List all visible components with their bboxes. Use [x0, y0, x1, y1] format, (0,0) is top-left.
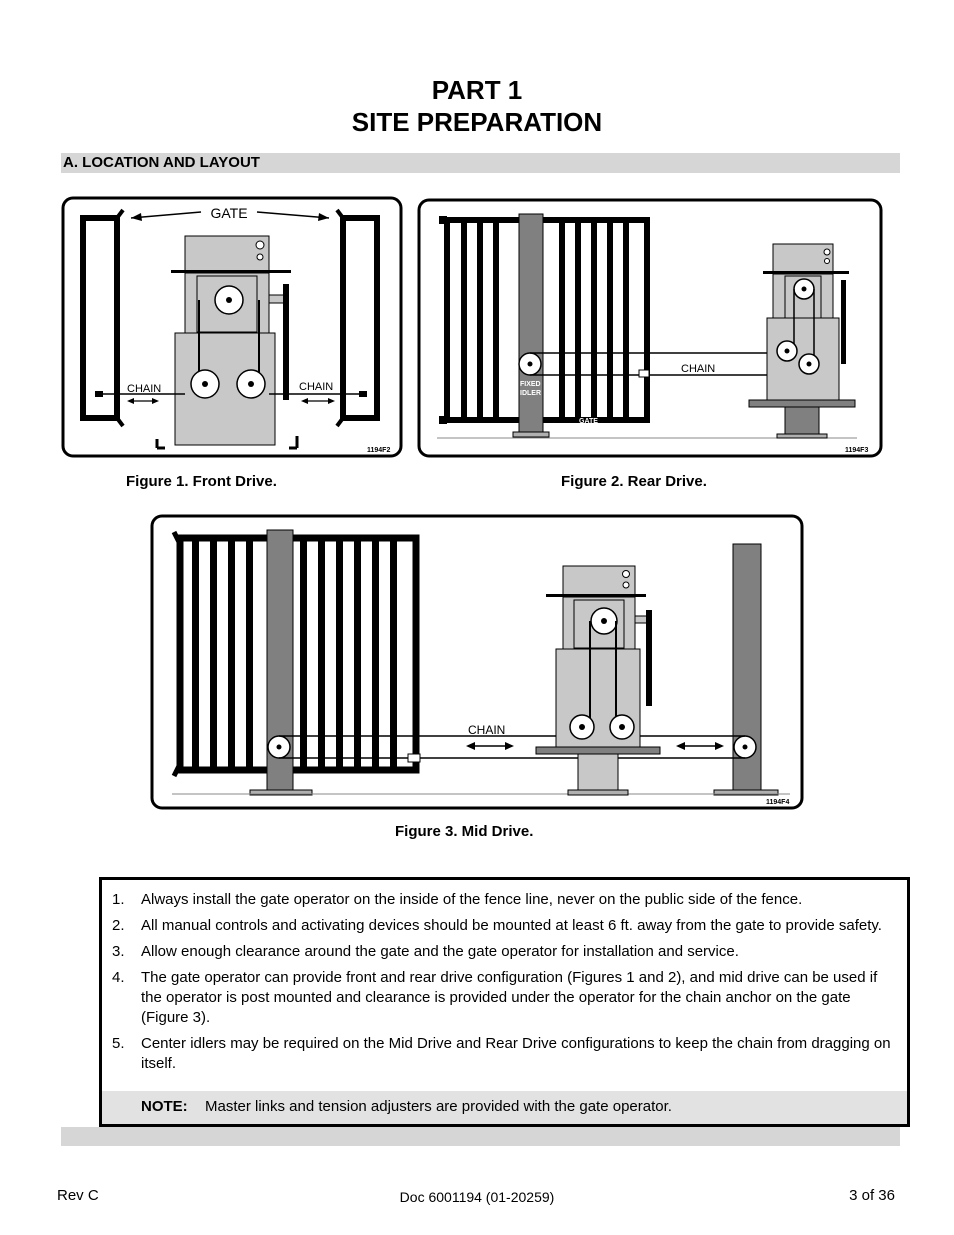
figure-code: 1194F4: [766, 799, 790, 806]
fixed-idler-label: FIXED: [520, 381, 541, 388]
figure-front-drive: [61, 196, 403, 458]
installation-notes-box: [99, 877, 910, 1127]
figure-3-caption: Figure 3. Mid Drive.: [395, 823, 534, 840]
page-title-line2: SITE PREPARATION: [351, 107, 603, 137]
notes-list: [112, 890, 902, 1080]
page-title-line1: PART 1: [431, 75, 523, 105]
chain-label-right: CHAIN: [299, 381, 334, 393]
note-text: Master links and tension adjusters are provided with the gate operator.: [205, 1098, 672, 1115]
footer-doc-number: Doc 6001194 (01-20259): [399, 1189, 555, 1205]
bottom-divider-bar: [61, 1127, 900, 1146]
note-item: 4. The gate operator can provide front and rear drive configuration (Figures 1 and 2), and mid drive can be used if the operator is post mounted and clearance is provided under the operator for the chain anchor on the gate (Figure 3).: [112, 969, 878, 1026]
figure-2-caption: Figure 2. Rear Drive.: [561, 473, 707, 490]
operator-platform: [536, 747, 660, 754]
figure-mid-drive: [150, 514, 804, 810]
fixed-idler-label-2: IDLER: [520, 390, 541, 397]
operator-post: [578, 754, 618, 790]
footer-page-number: 3 of 36: [849, 1187, 895, 1204]
figure-code: 1194F2: [367, 447, 391, 454]
note-label: NOTE:: [141, 1098, 188, 1115]
section-heading: A. LOCATION AND LAYOUT: [63, 154, 260, 171]
figure-rear-drive: [417, 198, 883, 458]
note-item: 2. All manual controls and activating devices should be mounted at least 6 ft. away from the gate to provide safety.: [112, 917, 882, 934]
note-item: 1. Always install the gate operator on the inside of the fence line, never on the public side of the fence.: [112, 891, 803, 908]
chain-label: CHAIN: [681, 363, 716, 375]
section-heading-bar: [61, 153, 900, 173]
chain-label-left: CHAIN: [127, 383, 162, 395]
operator-platform: [749, 400, 855, 407]
note-item: 3. Allow enough clearance around the gate and the gate operator for installation and service.: [112, 943, 739, 960]
operator-top: [773, 244, 833, 274]
gate-label: GATE: [579, 418, 598, 425]
note-item: 5. Center idlers may be required on the Mid Drive and Rear Drive configurations to keep the chain from dragging on itself.: [112, 1035, 891, 1072]
gate-label: GATE: [210, 205, 248, 221]
operator-top: [185, 236, 269, 272]
figure-code: 1194F3: [845, 447, 869, 454]
figure-1-caption: Figure 1. Front Drive.: [126, 473, 277, 490]
chain-label: CHAIN: [468, 723, 506, 737]
footer-revision: Rev C: [57, 1187, 99, 1204]
operator-post: [785, 407, 819, 435]
note-row: [102, 1091, 907, 1124]
fence-post: [519, 214, 543, 434]
